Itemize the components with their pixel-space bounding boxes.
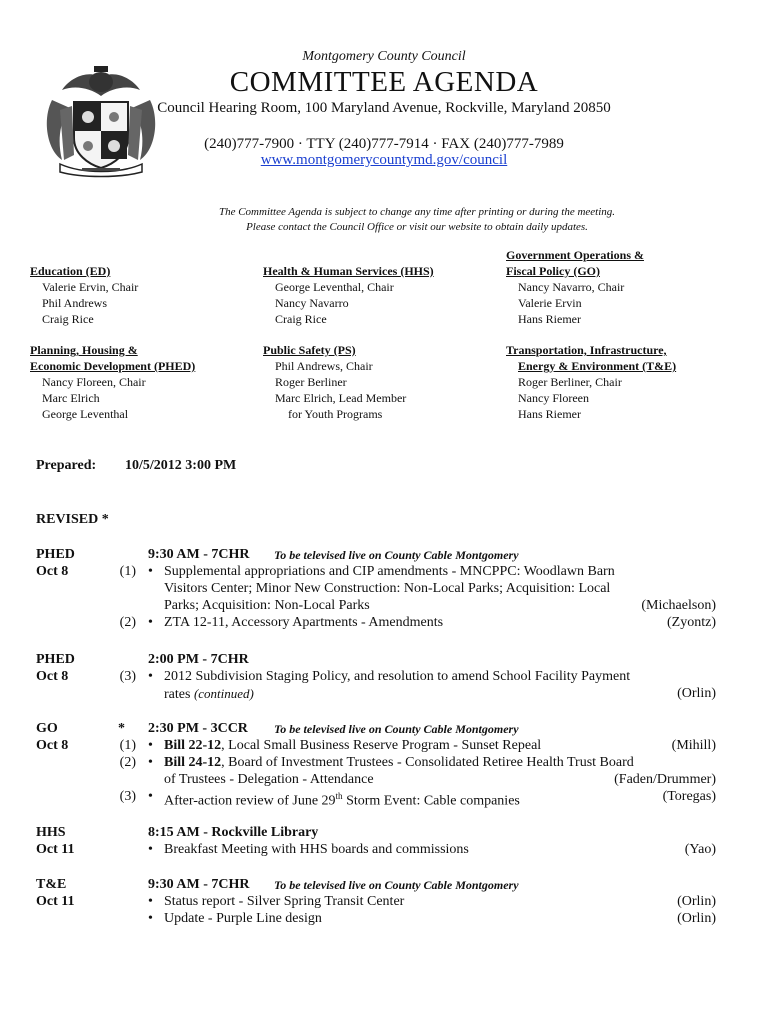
- council-address: Council Hearing Room, 100 Maryland Avenue, Rockville, Maryland 20850: [157, 100, 611, 116]
- committee-title: Education (ED): [30, 264, 111, 278]
- prepared-label: Prepared:: [36, 458, 97, 473]
- committee-member: Marc Elrich, Lead Member: [275, 391, 407, 405]
- item-text: Storm Event: Cable companies: [342, 793, 520, 809]
- committee-hhs: [263, 263, 434, 327]
- item-staff: (Toregas): [662, 789, 716, 804]
- committee-title: Government Operations &: [506, 248, 644, 262]
- session-committee: PHED: [36, 652, 75, 667]
- session-time: 9:30 AM - 7CHR: [148, 877, 250, 892]
- session-date: Oct 8: [36, 564, 69, 579]
- item-staff: (Orlin): [677, 911, 716, 926]
- committee-member: Phil Andrews, Chair: [275, 359, 373, 373]
- committee-member: Hans Riemer: [518, 407, 581, 421]
- notice-line-1: The Committee Agenda is subject to change any time after printing or during the meeting.: [218, 206, 616, 218]
- committee-title: Fiscal Policy (GO): [506, 264, 600, 278]
- committee-member: Craig Rice: [42, 312, 94, 326]
- council-name: Montgomery County Council: [302, 49, 466, 64]
- committee-member: George Leventhal, Chair: [275, 280, 394, 294]
- notice-line-2: Please contact the Council Office or visit our website to obtain daily updates.: [246, 221, 588, 233]
- session-committee: GO: [36, 721, 58, 736]
- item-number: (1): [119, 564, 136, 579]
- bill-number: Bill 24-12: [164, 755, 222, 770]
- bill-number: Bill 22-12: [164, 738, 222, 753]
- session-committee: HHS: [36, 825, 66, 840]
- item-text: of Trustees - Delegation - Attendance: [164, 772, 374, 787]
- agenda-session: PHED 2:00 PM - 7CHR Oct 8 (3) • 2012 Subdivision Staging Policy, and resolution to amend School Facility Payment rates (continued) (Orlin): [36, 652, 716, 702]
- committee-member: Roger Berliner: [275, 375, 347, 389]
- item-text: Breakfast Meeting with HHS boards and commissions: [164, 842, 469, 857]
- agenda-session: GO * 2:30 PM - 3CCR To be televised live on County Cable Montgomery Oct 8 (1) • Bill 22-12, Local Small Business Reserve Program - Sunset Repeal (Mihill) (2) • Bill 24-12, Board of Investment Trustees - Consolidated Retiree Health Trust Board of Trustees - Delegation - Attendance (Faden/Drummer) (3) • After-action review of June 29th Storm Event: Cable companies (Toregas): [36, 721, 716, 809]
- revised-label: REVISED *: [36, 512, 109, 527]
- item-number: (2): [119, 755, 136, 770]
- revised-marker: *: [118, 721, 125, 736]
- committee-member: Nancy Floreen, Chair: [42, 375, 146, 389]
- item-text: 2012 Subdivision Staging Policy, and resolution to amend School Facility Payment: [164, 669, 631, 684]
- item-text: Visitors Center; Minor New Construction: Non-Local Parks; Acquisition: Local: [164, 581, 611, 596]
- committee-ps: [263, 342, 406, 422]
- item-text: ZTA 12-11, Accessory Apartments - Amendments: [164, 615, 444, 630]
- committee-title: Planning, Housing &: [30, 343, 138, 357]
- item-staff: (Zyontz): [667, 615, 716, 630]
- committee-title: Health & Human Services (HHS): [263, 264, 434, 278]
- item-text: Status report - Silver Spring Transit Center: [164, 894, 405, 909]
- session-time: 2:30 PM - 3CCR: [148, 721, 248, 736]
- committee-member: Nancy Navarro, Chair: [518, 280, 625, 294]
- committee-title: Energy & Environment (T&E): [518, 359, 677, 373]
- committee-member: Roger Berliner, Chair: [518, 375, 622, 389]
- page-title: COMMITTEE AGENDA: [229, 66, 539, 98]
- item-number: (3): [119, 669, 136, 684]
- committee-member: Valerie Ervin, Chair: [42, 280, 139, 294]
- item-staff: (Faden/Drummer): [614, 772, 716, 787]
- session-time: 2:00 PM - 7CHR: [148, 652, 249, 667]
- item-staff: (Orlin): [677, 894, 716, 909]
- committee-title: Public Safety (PS): [263, 343, 356, 357]
- item-superscript: th: [335, 791, 343, 801]
- session-date: Oct 11: [36, 842, 75, 857]
- committee-member: for Youth Programs: [288, 407, 383, 421]
- committee-member: George Leventhal: [42, 407, 129, 421]
- committee-member: Valerie Ervin: [518, 296, 582, 310]
- item-staff: (Yao): [684, 842, 716, 857]
- committee-ed: [30, 263, 138, 327]
- committee-go: [506, 247, 644, 327]
- item-text: After-action review of June 29: [164, 793, 336, 809]
- item-text: Parks; Acquisition: Non-Local Parks: [164, 598, 370, 613]
- item-number: (3): [119, 789, 136, 804]
- televised-note: To be televised live on County Cable Montgomery: [274, 878, 519, 892]
- session-committee: PHED: [36, 547, 75, 562]
- item-text: , Board of Investment Trustees - Consolidated Retiree Health Trust Board: [221, 755, 634, 770]
- item-staff: (Michaelson): [641, 598, 716, 613]
- item-number: (2): [119, 615, 136, 630]
- committee-title: Economic Development (PHED): [30, 359, 196, 373]
- item-staff: (Mihill): [671, 738, 716, 753]
- session-committee: T&E: [36, 877, 67, 892]
- council-website-link[interactable]: www.montgomerycountymd.gov/council: [260, 152, 508, 168]
- contact-phones: (240)777-7900 · TTY (240)777-7914 · FAX (240)777-7989: [204, 136, 564, 152]
- item-text: , Local Small Business Reserve Program - Sunset Repeal: [221, 738, 542, 753]
- televised-note: To be televised live on County Cable Montgomery: [274, 722, 519, 736]
- item-text: Update - Purple Line design: [164, 911, 322, 926]
- committee-member: Nancy Floreen: [518, 391, 589, 405]
- item-text: Supplemental appropriations and CIP amendments - MNCPPC: Woodlawn Barn: [164, 564, 615, 579]
- televised-note: To be televised live on County Cable Montgomery: [274, 548, 519, 562]
- session-date: Oct 8: [36, 738, 69, 753]
- committee-te: [506, 342, 676, 422]
- committee-member: Nancy Navarro: [275, 296, 349, 310]
- agenda-session: T&E 9:30 AM - 7CHR To be televised live on County Cable Montgomery Oct 11 • Status report - Silver Spring Transit Center (Orlin) • Update - Purple Line design (Orlin): [36, 877, 716, 926]
- committee-member: Phil Andrews: [42, 296, 108, 310]
- item-staff: (Orlin): [677, 686, 716, 701]
- session-time: 9:30 AM - 7CHR: [148, 547, 250, 562]
- session-date: Oct 8: [36, 669, 69, 684]
- committee-title: Transportation, Infrastructure,: [506, 343, 667, 357]
- agenda-session: PHED 9:30 AM - 7CHR To be televised live on County Cable Montgomery Oct 8 (1) • Supplemental appropriations and CIP amendments - MNCPPC: Woodlawn Barn Visitors Center; Minor New Construction: Non-Local Parks; Acquisition: Local Parks; Acquisition: Non-Local Parks (Michaelson) (2) • ZTA 12-11, Accessory Apartments - Amendments (Zyontz): [36, 547, 716, 630]
- item-text: rates: [164, 687, 191, 702]
- agenda-session: HHS 8:15 AM - Rockville Library Oct 11 • Breakfast Meeting with HHS boards and commissions (Yao): [36, 825, 716, 857]
- prepared-date: 10/5/2012 3:00 PM: [125, 458, 237, 473]
- committee-member: Marc Elrich: [42, 391, 100, 405]
- committee-phed: [30, 342, 195, 422]
- committee-member: Craig Rice: [275, 312, 327, 326]
- item-number: (1): [119, 738, 136, 753]
- session-date: Oct 11: [36, 894, 75, 909]
- committee-member: Hans Riemer: [518, 312, 581, 326]
- session-time: 8:15 AM - Rockville Library: [148, 825, 319, 840]
- item-note: (continued): [193, 686, 254, 701]
